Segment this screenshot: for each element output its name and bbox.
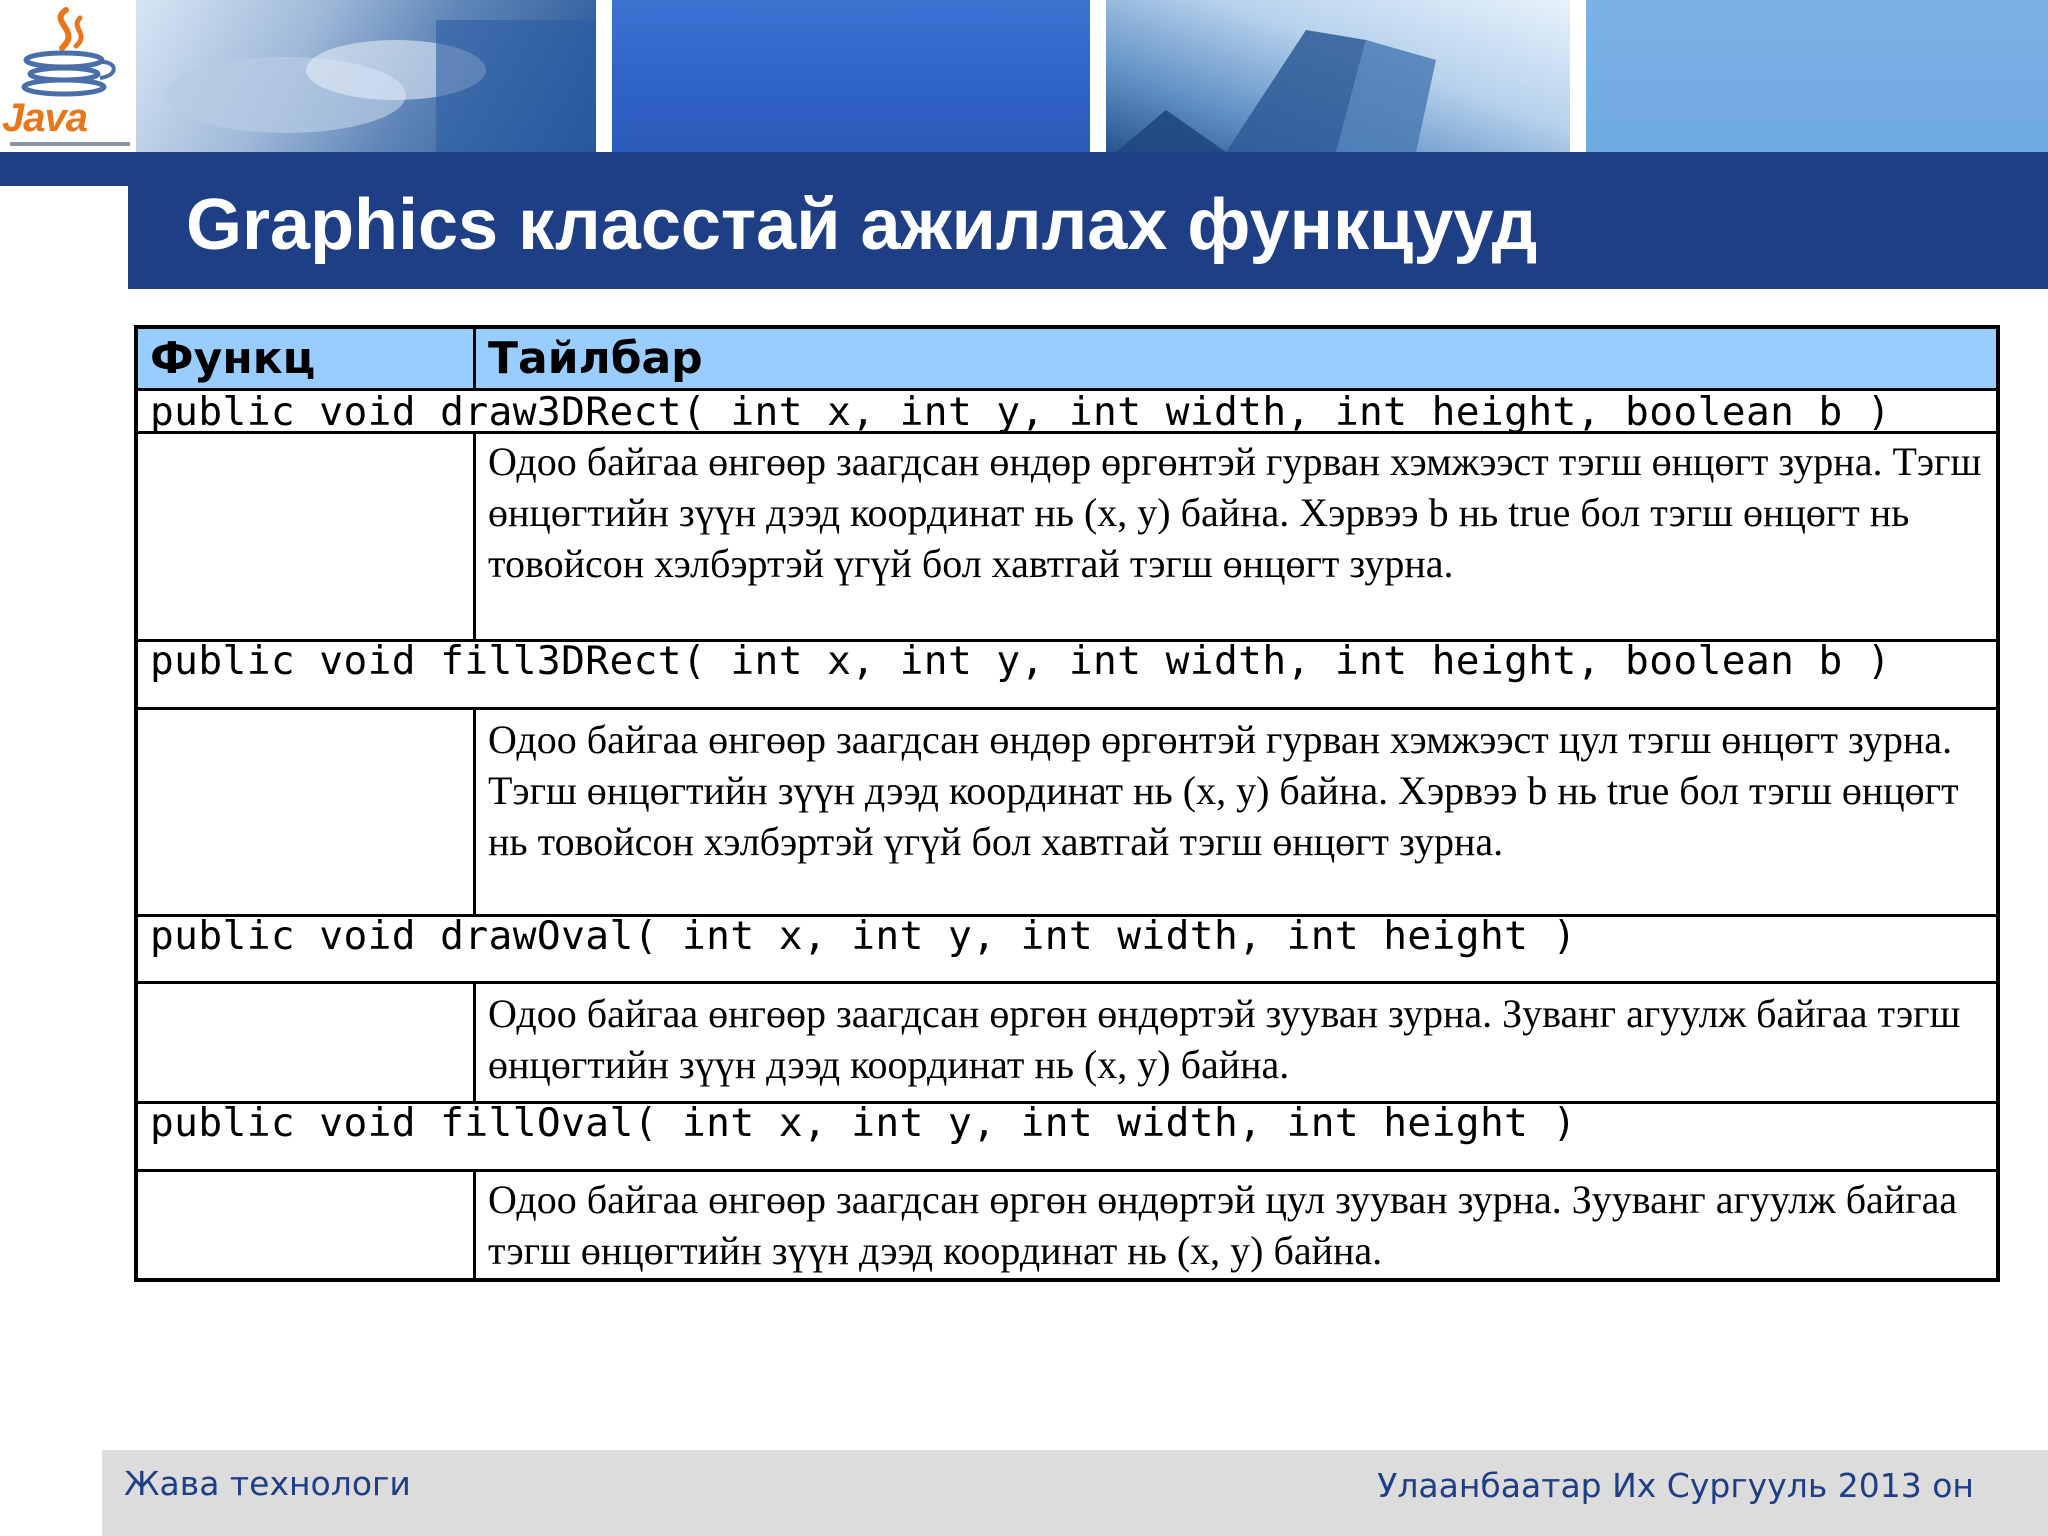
- java-cup-icon: [8, 4, 126, 104]
- logo-subtitle-mark: [10, 142, 130, 146]
- signature-row: [138, 1100, 1996, 1172]
- footer-bar: [102, 1450, 2048, 1536]
- banner-gap: [596, 0, 612, 152]
- description-cell: [476, 434, 1996, 639]
- banner-photo-sky: [1586, 0, 2048, 152]
- function-signature: public void fill3DRect( int x, int y, int width, int height, boolean b ): [150, 638, 1892, 684]
- description-row: [138, 434, 1996, 642]
- description-cell: [476, 710, 1996, 914]
- header-label-description: Тайлбар: [488, 333, 703, 384]
- empty-cell: [138, 1172, 476, 1278]
- function-signature: public void fillOval( int x, int y, int width, int height ): [150, 1100, 1577, 1146]
- description-row: [138, 984, 1996, 1104]
- banner-photo-blue: [612, 0, 1090, 152]
- function-description: Одоо байгаа өнгөөр заагдсан өргөн өндөртэй цул зууван зурна. Зууванг агуулж байгаа тэгш өнцөгтийн зүүн дээд координат нь (x, y) байна.: [488, 1177, 1958, 1273]
- title-bar: [128, 152, 2048, 289]
- empty-cell: [138, 984, 476, 1101]
- banner-left-strip: [0, 152, 128, 186]
- description-row: [138, 1172, 1996, 1278]
- java-logo-text: Java: [2, 96, 87, 140]
- empty-cell: [138, 710, 476, 914]
- slide-title: Graphics класстай ажиллах функцууд: [186, 185, 1538, 265]
- header-cell-function: [138, 329, 476, 388]
- banner-photo-keyboard: [136, 0, 596, 152]
- empty-cell: [138, 434, 476, 639]
- description-row: [138, 710, 1996, 917]
- header-label-function: Функц: [150, 333, 316, 384]
- signature-row: [138, 638, 1996, 710]
- signature-row: [138, 913, 1996, 984]
- description-cell: [476, 1172, 1996, 1278]
- function-description: Одоо байгаа өнгөөр заагдсан өндөр өргөнтэй гурван хэмжээст тэгш өнцөгт зурна. Тэгш өнцөгтийн зүүн дээд координат нь (x, y) байна. Хэрвээ b нь true бол тэгш өнцөгт нь товойсон хэлбэртэй үгүй бол хавтгай тэгш өнцөгт зурна.: [488, 439, 1982, 586]
- footer-course-name: Жава технологи: [124, 1464, 411, 1503]
- signature-row: [138, 391, 1996, 434]
- footer-institution: Улаанбаатар Их Сургууль 2013 он: [1377, 1466, 1974, 1505]
- header-banner: [0, 0, 2048, 154]
- header-cell-description: [476, 329, 1996, 388]
- functions-table: [134, 325, 2000, 1282]
- function-signature: public void drawOval( int x, int y, int width, int height ): [150, 913, 1577, 959]
- function-signature: public void draw3DRect( int x, int y, int width, int height, boolean b ): [150, 389, 1892, 435]
- description-cell: [476, 984, 1996, 1101]
- banner-gap: [1570, 0, 1586, 152]
- function-description: Одоо байгаа өнгөөр заагдсан өргөн өндөртэй зууван зурна. Зуванг агуулж байгаа тэгш өнцөгтийн зүүн дээд координат нь (x, y) байна.: [488, 991, 1961, 1087]
- banner-photo-buildings: [1106, 0, 1570, 152]
- function-description: Одоо байгаа өнгөөр заагдсан өндөр өргөнтэй гурван хэмжээст цул тэгш өнцөгт зурна. Тэгш өнцөгтийн зүүн дээд координат нь (x, y) байна. Хэрвээ b нь true бол тэгш өнцөгт нь товойсон хэлбэртэй үгүй бол хавтгай тэгш өнцөгт зурна.: [488, 717, 1959, 864]
- table-header-row: [138, 329, 1996, 391]
- java-logo: [0, 0, 136, 154]
- banner-gap: [1090, 0, 1106, 152]
